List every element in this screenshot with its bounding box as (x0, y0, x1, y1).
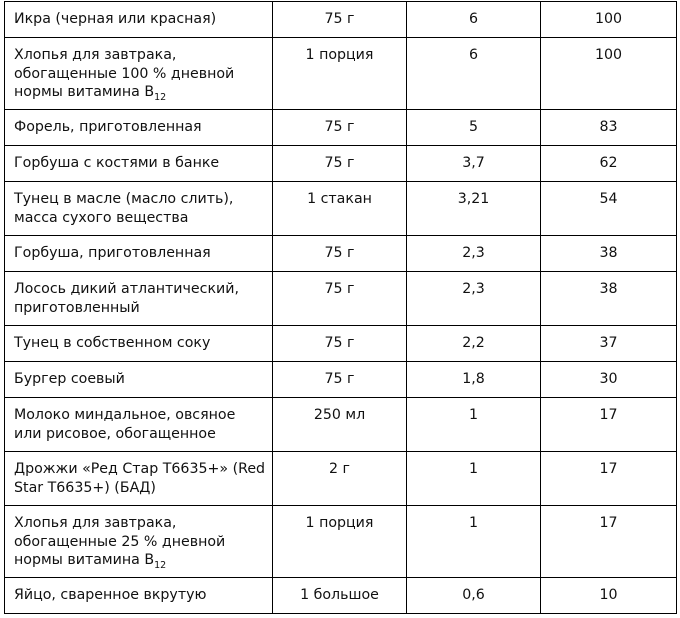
food-name-cell (5, 326, 273, 362)
daily-value-cell: 30 (541, 362, 677, 398)
table-row (5, 272, 677, 326)
food-name-cell (5, 182, 273, 236)
daily-value-cell: 10 (541, 578, 677, 614)
food-name-cell (5, 2, 273, 38)
mcg-cell: 5 (407, 110, 541, 146)
mcg-cell: 2,3 (407, 272, 541, 326)
table-row (5, 326, 677, 362)
food-name-cell (5, 236, 273, 272)
daily-value-cell: 54 (541, 182, 677, 236)
mcg-cell: 0,6 (407, 578, 541, 614)
portion-cell: 1 стакан (273, 182, 407, 236)
food-name-cell (5, 452, 273, 506)
food-name-cell (5, 272, 273, 326)
food-name-cell (5, 146, 273, 182)
food-name: Форель, приготовленная (14, 119, 202, 135)
food-name-cell (5, 398, 273, 452)
daily-value-cell: 17 (541, 398, 677, 452)
table-row (5, 578, 677, 614)
table-row (5, 452, 677, 506)
mcg-cell: 1 (407, 452, 541, 506)
mcg-cell: 2,2 (407, 326, 541, 362)
daily-value-cell: 38 (541, 236, 677, 272)
food-name-cell (5, 506, 273, 578)
food-name: Тунец в собственном соку (14, 335, 211, 351)
food-name-cell (5, 110, 273, 146)
daily-value-cell: 38 (541, 272, 677, 326)
food-name: Хлопья для завтрака, обогащенные 25 % дневной нормы витамина B (14, 515, 226, 568)
portion-cell: 75 г (273, 236, 407, 272)
table-row (5, 38, 677, 110)
portion-cell: 1 порция (273, 38, 407, 110)
mcg-cell: 1 (407, 506, 541, 578)
portion-cell: 1 порция (273, 506, 407, 578)
food-name: Икра (черная или красная) (14, 11, 217, 27)
table-row (5, 506, 677, 578)
daily-value-cell: 83 (541, 110, 677, 146)
food-name-cell (5, 362, 273, 398)
table-row (5, 362, 677, 398)
mcg-cell: 3,21 (407, 182, 541, 236)
portion-cell: 75 г (273, 2, 407, 38)
portion-cell: 2 г (273, 452, 407, 506)
daily-value-cell: 17 (541, 506, 677, 578)
daily-value-cell: 17 (541, 452, 677, 506)
daily-value-cell: 100 (541, 38, 677, 110)
table-row (5, 398, 677, 452)
food-name: Яйцо, сваренное вкрутую (14, 587, 207, 603)
food-name: Бургер соевый (14, 371, 125, 387)
portion-cell: 75 г (273, 326, 407, 362)
portion-cell: 75 г (273, 362, 407, 398)
mcg-cell: 2,3 (407, 236, 541, 272)
mcg-cell: 1 (407, 398, 541, 452)
daily-value-cell: 37 (541, 326, 677, 362)
portion-cell: 1 большое (273, 578, 407, 614)
food-name-cell (5, 578, 273, 614)
table-row (5, 2, 677, 38)
table-row (5, 146, 677, 182)
food-name: Горбуша, приготовленная (14, 245, 211, 261)
portion-cell: 250 мл (273, 398, 407, 452)
table-row (5, 110, 677, 146)
food-name: Тунец в масле (масло слить), масса сухого вещества (14, 191, 234, 226)
food-name: Хлопья для завтрака, обогащенные 100 % дневной нормы витамина B (14, 47, 235, 100)
portion-cell: 75 г (273, 272, 407, 326)
mcg-cell: 6 (407, 2, 541, 38)
food-name: Лосось дикий атлантический, приготовленный (14, 281, 239, 316)
mcg-cell: 6 (407, 38, 541, 110)
subscript: 12 (154, 560, 167, 571)
portion-cell: 75 г (273, 110, 407, 146)
table-row (5, 182, 677, 236)
food-name: Дрожжи «Ред Стар Т6635+» (Red Star T6635+) (БАД) (14, 461, 266, 496)
daily-value-cell: 100 (541, 2, 677, 38)
food-name: Горбуша с костями в банке (14, 155, 220, 171)
food-name: Молоко миндальное, овсяное или рисовое, обогащенное (14, 407, 236, 442)
food-name-cell (5, 38, 273, 110)
portion-cell: 75 г (273, 146, 407, 182)
daily-value-cell: 62 (541, 146, 677, 182)
mcg-cell: 3,7 (407, 146, 541, 182)
subscript: 12 (154, 92, 167, 103)
table-row (5, 236, 677, 272)
vitamin-b12-table (4, 1, 677, 614)
mcg-cell: 1,8 (407, 362, 541, 398)
